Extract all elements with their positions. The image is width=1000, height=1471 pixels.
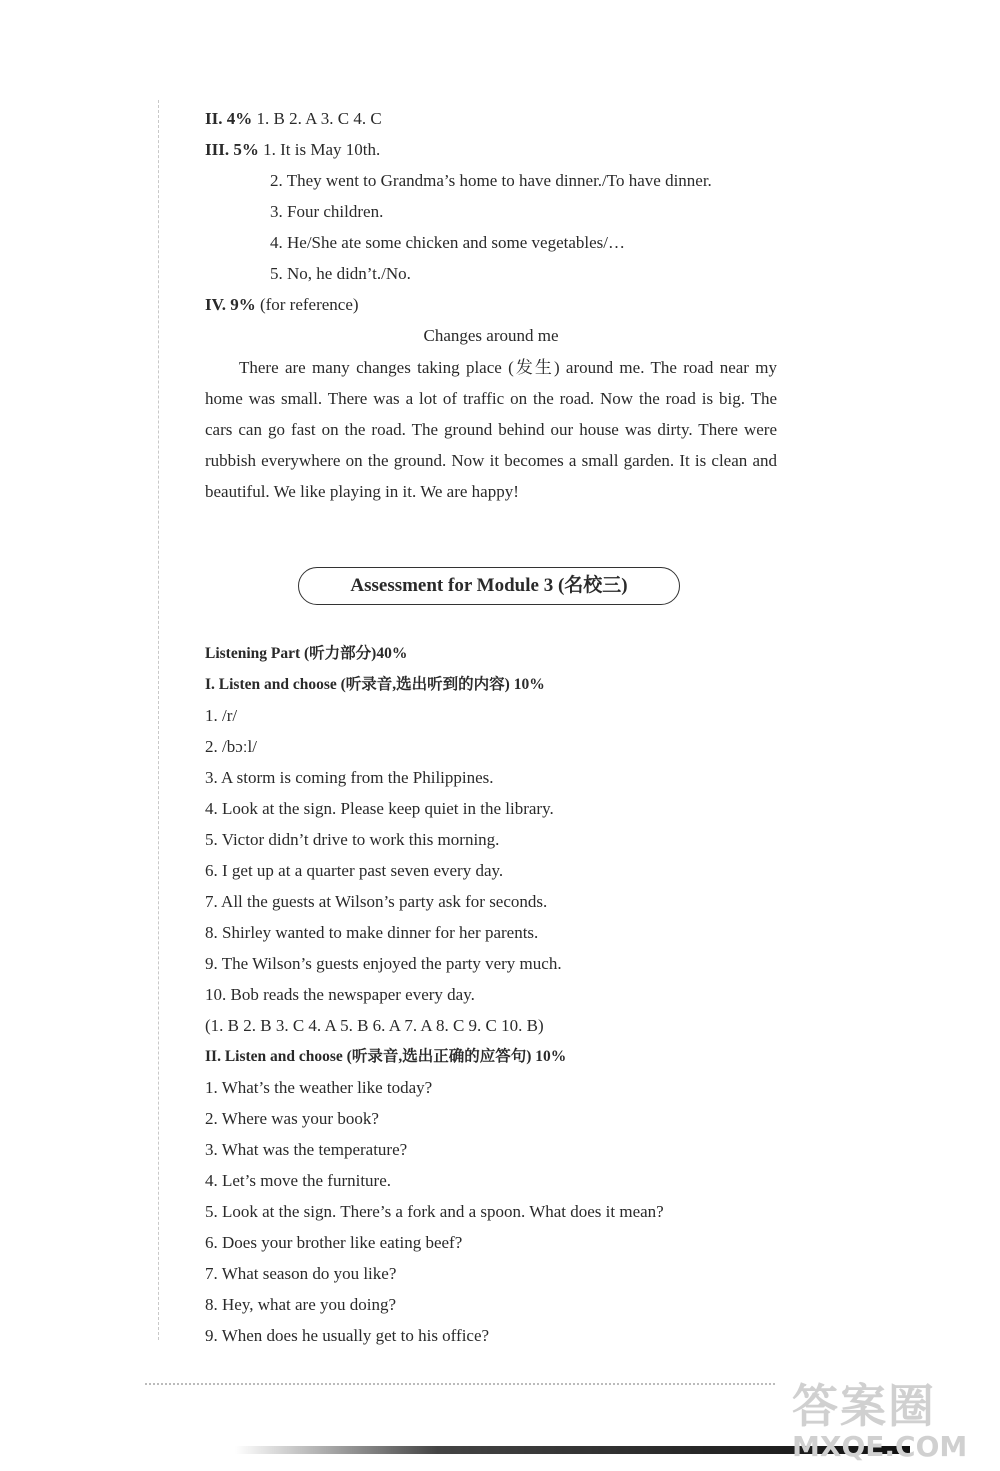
listening-part-header: Listening Part (听力部分)40% — [205, 645, 408, 662]
section-label: IV. 9% — [205, 295, 256, 314]
essay-title: Changes around me — [423, 326, 559, 345]
answer-item: 3. Four children. — [270, 202, 384, 221]
answer-text: 1. It is May 10th. — [258, 140, 381, 159]
listening-item: 8. Shirley wanted to make dinner for her parents. — [205, 923, 539, 942]
listening-item: 5. Victor didn’t drive to work this morning. — [205, 830, 500, 849]
listening-item: 7. What season do you like? — [205, 1264, 397, 1283]
listening-item: 10. Bob reads the newspaper every day. — [205, 985, 475, 1004]
section1-answers: (1. B 2. B 3. C 4. A 5. B 6. A 7. A 8. C 9. C 10. B) — [205, 1016, 544, 1035]
listening-item: 4. Let’s move the furniture. — [205, 1171, 392, 1190]
listening-item: 9. When does he usually get to his office? — [205, 1326, 490, 1345]
answer-item: 5. No, he didn’t./No. — [270, 264, 411, 283]
listening-item: 8. Hey, what are you doing? — [205, 1295, 397, 1314]
watermark-logo — [792, 1380, 967, 1462]
listening-item: 6. I get up at a quarter past seven every day. — [205, 861, 504, 880]
answer-text: (for reference) — [255, 295, 359, 314]
module-title-box: Assessment for Module 3 (名校三) — [298, 567, 680, 605]
watermark-line1: 答案圈 — [792, 1379, 936, 1433]
listening-item: 7. All the guests at Wilson’s party ask for seconds. — [205, 892, 548, 911]
watermark-line2: MXQE.COM — [792, 1430, 968, 1463]
section1-header: I. Listen and choose (听录音,选出听到的内容) 10% — [205, 676, 545, 693]
answer-text: 1. B 2. A 3. C 4. C — [252, 109, 382, 128]
listening-item: 5. Look at the sign. There’s a fork and a spoon. What does it mean? — [205, 1202, 664, 1221]
listening-item: 2. /bɔːl/ — [205, 737, 257, 756]
page-separator — [145, 1383, 775, 1385]
listening-item: 3. What was the temperature? — [205, 1140, 408, 1159]
section-label: II. 4% — [205, 109, 253, 128]
listening-item: 6. Does your brother like eating beef? — [205, 1233, 463, 1252]
answer-item: 4. He/She ate some chicken and some vegetables/… — [270, 233, 625, 252]
listening-item: 3. A storm is coming from the Philippines. — [205, 768, 494, 787]
listening-item: 9. The Wilson’s guests enjoyed the party very much. — [205, 954, 562, 973]
answer-line-ii — [205, 108, 382, 130]
listening-item: 2. Where was your book? — [205, 1109, 379, 1128]
listening-item: 4. Look at the sign. Please keep quiet in the library. — [205, 799, 554, 818]
listening-item: 1. What’s the weather like today? — [205, 1078, 433, 1097]
margin-guide-line — [158, 100, 159, 1340]
answer-line-iii — [205, 139, 380, 161]
section-label: III. 5% — [205, 140, 259, 159]
answer-item: 2. They went to Grandma’s home to have dinner./To have dinner. — [270, 171, 712, 190]
listening-item: 1. /r/ — [205, 706, 238, 725]
answer-line-iv — [205, 294, 359, 316]
essay-body: There are many changes taking place (发生) around me. The road near my home was small. There was a lot of traffic on the road. Now the road is big. The cars can go fast on the road. The ground behind our house was dirty. There were rubbish everywhere on the ground. Now it becomes a small garden. It is clean and beautiful. We like playing in it. We are happy! — [205, 358, 777, 501]
section2-header: II. Listen and choose (听录音,选出正确的应答句) 10% — [205, 1048, 567, 1065]
